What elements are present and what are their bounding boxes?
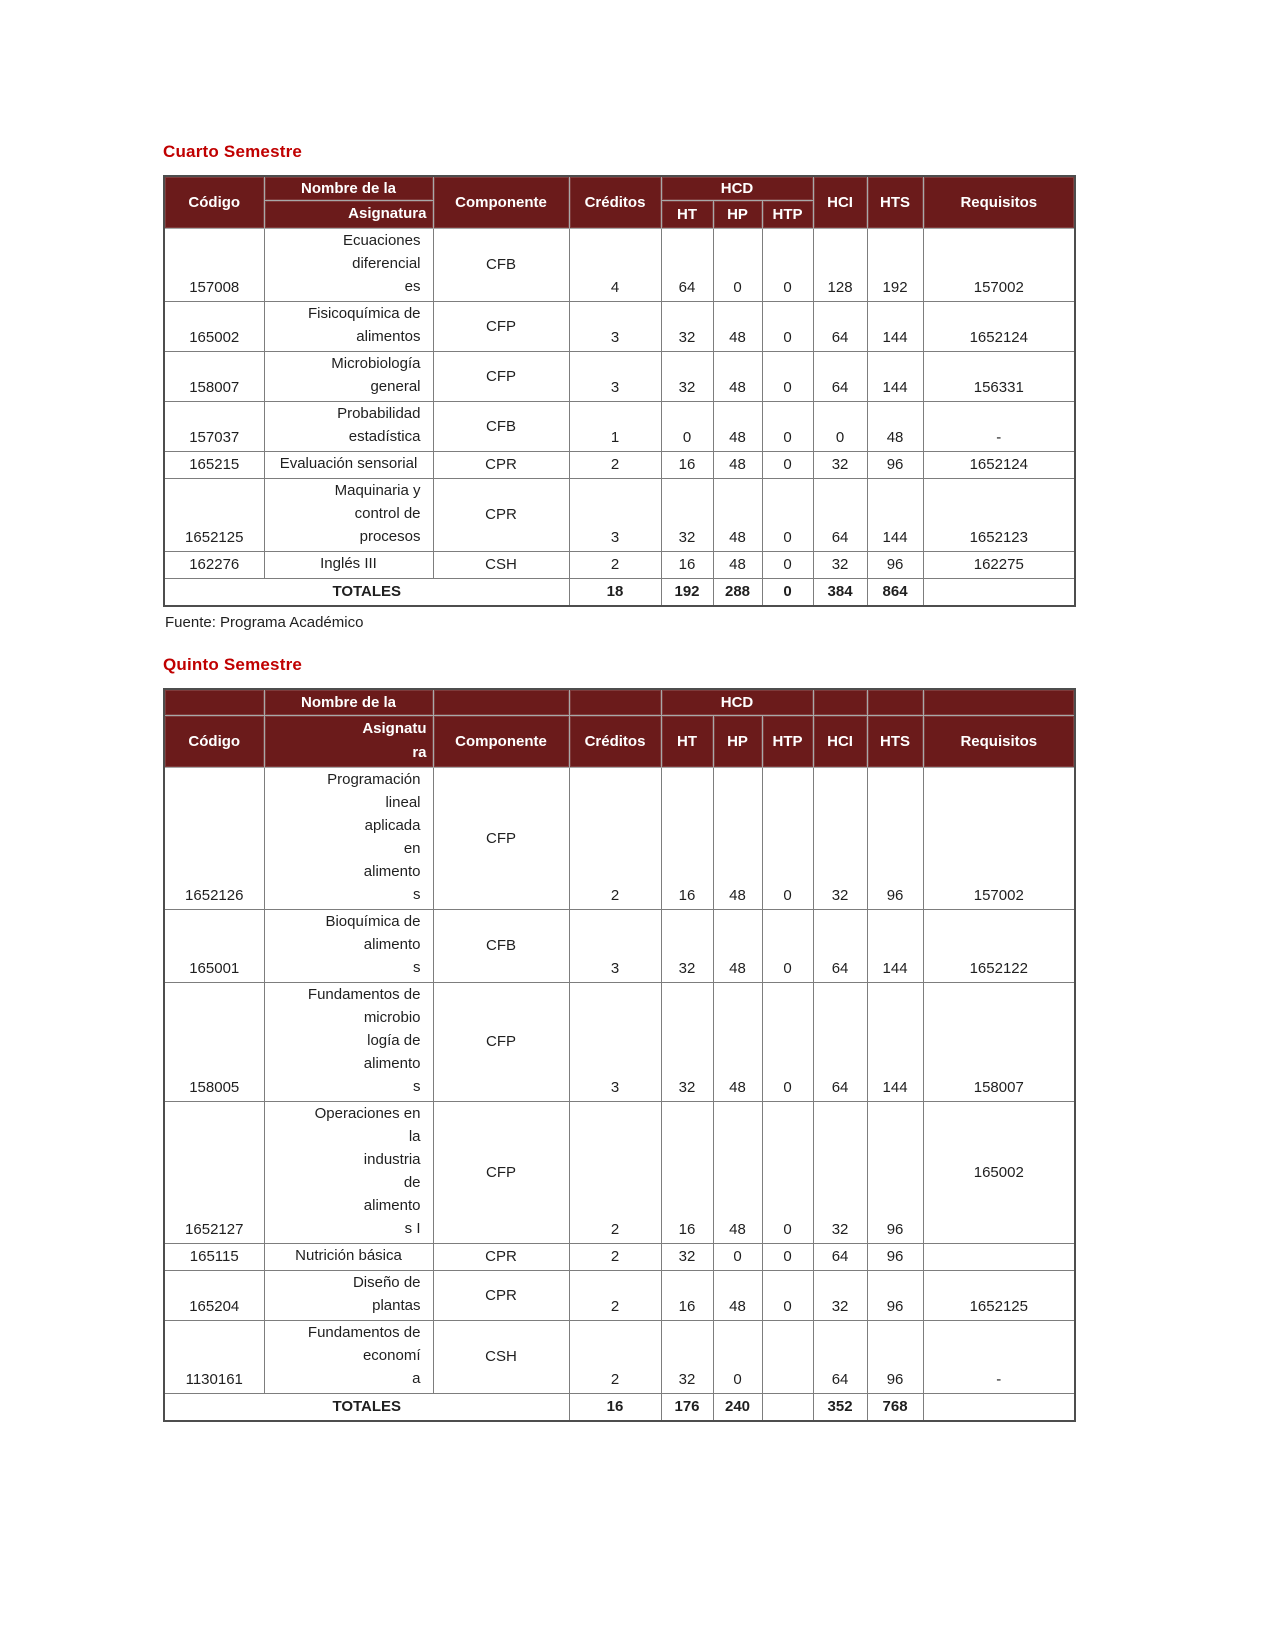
quinto-semestre-table [163,688,1076,1422]
nombre-line: aplicada [364,816,421,834]
course-row [164,551,1075,578]
hci-cell: 32 [813,1270,867,1320]
header-spacer [433,689,569,715]
requisitos-cell: 1652125 [923,1270,1075,1320]
creditos-cell: 2 [569,551,661,578]
hci-cell: 64 [813,301,867,351]
nombre-line: Probabilidad [337,404,421,422]
nombre-line: Inglés III [320,554,377,572]
hci-cell: 64 [813,1243,867,1270]
ht-cell: 64 [661,228,713,301]
nombre-line: alimento [363,1054,421,1072]
componente-cell: CFB [433,228,569,301]
hp-cell: 0 [713,1243,762,1270]
totales-ht-cell: 176 [661,1393,713,1421]
table-body [164,767,1075,1421]
hci-cell: 32 [813,551,867,578]
componente-cell: CSH [433,1320,569,1393]
creditos-cell: 2 [569,451,661,478]
componente-cell: CFP [433,351,569,401]
componente-cell: CPR [433,1270,569,1320]
codigo-cell: 165204 [164,1270,264,1320]
htp-cell: 0 [762,1101,813,1243]
nombre-line: Fundamentos de [307,1323,421,1341]
header-hts: HTS [867,176,923,228]
componente-cell: CPR [433,1243,569,1270]
course-row [164,1270,1075,1320]
codigo-cell: 157008 [164,228,264,301]
totales-requisitos-cell [923,578,1075,606]
htp-cell: 0 [762,451,813,478]
course-row [164,301,1075,351]
hci-cell: 128 [813,228,867,301]
nombre-cell [264,767,433,909]
ht-cell: 32 [661,478,713,551]
nombre-cell [264,478,433,551]
header-row-bottom [164,715,1075,767]
totales-hts-cell: 864 [867,578,923,606]
codigo-cell: 162276 [164,551,264,578]
creditos-cell: 3 [569,478,661,551]
componente-cell: CFP [433,301,569,351]
nombre-line: Diseño de [352,1273,421,1291]
nombre-line: Nutrición básica [295,1246,402,1264]
header-nombre-top: Nombre de la [264,689,433,715]
hci-cell: 32 [813,1101,867,1243]
codigo-cell: 1652127 [164,1101,264,1243]
nombre-line: a [412,1369,421,1387]
codigo-cell: 157037 [164,401,264,451]
course-row [164,228,1075,301]
ht-cell: 32 [661,301,713,351]
cuarto-semestre-table [163,175,1076,607]
totales-hci-cell: 352 [813,1393,867,1421]
htp-cell: 0 [762,1243,813,1270]
ht-cell: 16 [661,451,713,478]
header-hts: HTS [867,715,923,767]
header-ht: HT [661,715,713,767]
hts-cell: 144 [867,301,923,351]
nombre-line: Microbiología [331,354,421,372]
requisitos-cell: 165002 [923,1101,1075,1243]
nombre-line: s I [404,1219,421,1237]
course-row [164,1320,1075,1393]
componente-cell: CFP [433,767,569,909]
codigo-cell: 1652125 [164,478,264,551]
nombre-line: de [403,1173,421,1191]
nombre-line: economí [362,1346,421,1364]
hts-cell: 48 [867,401,923,451]
hts-cell: 144 [867,478,923,551]
htp-cell: 0 [762,228,813,301]
header-componente: Componente [433,715,569,767]
nombre-line: s [413,958,421,976]
nombre-line: es [404,277,421,295]
codigo-cell: 158007 [164,351,264,401]
header-asignatura-line: Asignatu [362,720,427,737]
course-row [164,909,1075,982]
codigo-cell: 165115 [164,1243,264,1270]
nombre-line: plantas [372,1296,421,1314]
creditos-cell: 2 [569,1270,661,1320]
nombre-line: general [370,377,421,395]
creditos-cell: 3 [569,301,661,351]
nombre-line: alimento [363,862,421,880]
htp-cell: 0 [762,551,813,578]
header-asignatura-line: ra [412,744,427,761]
table-header [164,176,1075,228]
htp-cell: 0 [762,909,813,982]
header-asignatura-line: Asignatura [348,205,427,222]
requisitos-cell: 1652124 [923,451,1075,478]
hts-cell: 96 [867,551,923,578]
header-spacer [923,689,1075,715]
ht-cell: 32 [661,982,713,1101]
creditos-cell: 1 [569,401,661,451]
nombre-line: diferencial [352,254,421,272]
hts-cell: 96 [867,767,923,909]
header-spacer [164,689,264,715]
hp-cell: 48 [713,551,762,578]
hci-cell: 64 [813,1320,867,1393]
header-hci: HCI [813,176,867,228]
hp-cell: 48 [713,767,762,909]
requisitos-cell: 1652123 [923,478,1075,551]
header-hp: HP [713,715,762,767]
requisitos-cell: 1652124 [923,301,1075,351]
hp-cell: 48 [713,1270,762,1320]
htp-cell: 0 [762,982,813,1101]
header-nombre-top: Nombre de la [264,176,433,200]
hp-cell: 48 [713,351,762,401]
htp-cell: 0 [762,301,813,351]
hts-cell: 192 [867,228,923,301]
nombre-cell [264,909,433,982]
section-cuarto-semestre [163,142,1074,631]
creditos-cell: 3 [569,909,661,982]
codigo-cell: 1130161 [164,1320,264,1393]
codigo-cell: 165215 [164,451,264,478]
ht-cell: 16 [661,767,713,909]
nombre-line: Operaciones en [314,1104,421,1122]
totales-hp-cell: 288 [713,578,762,606]
hts-cell: 96 [867,1243,923,1270]
totales-htp-cell [762,1393,813,1421]
hp-cell: 48 [713,909,762,982]
htp-cell: 0 [762,401,813,451]
header-componente: Componente [433,176,569,228]
nombre-cell [264,1243,433,1270]
header-row-top [164,176,1075,200]
nombre-line: Programación [327,770,421,788]
requisitos-cell [923,1243,1075,1270]
ht-cell: 32 [661,909,713,982]
header-spacer [813,689,867,715]
hp-cell: 48 [713,301,762,351]
hci-cell: 32 [813,451,867,478]
header-row-top [164,689,1075,715]
course-row [164,767,1075,909]
totales-label: TOTALES [164,1393,569,1421]
creditos-cell: 3 [569,351,661,401]
nombre-line: control de [354,504,421,522]
hp-cell: 48 [713,1101,762,1243]
header-creditos: Créditos [569,715,661,767]
header-hcd: HCD [661,176,813,200]
nombre-line: procesos [359,527,421,545]
ht-cell: 16 [661,1270,713,1320]
hts-cell: 96 [867,451,923,478]
header-creditos: Créditos [569,176,661,228]
nombre-line: alimento [363,1196,421,1214]
nombre-line: alimento [363,935,421,953]
ht-cell: 16 [661,1101,713,1243]
hts-cell: 96 [867,1101,923,1243]
creditos-cell: 2 [569,1243,661,1270]
nombre-line: s [413,885,421,903]
header-requisitos: Requisitos [923,176,1075,228]
hci-cell: 64 [813,909,867,982]
totales-label: TOTALES [164,578,569,606]
totales-creditos-cell: 16 [569,1393,661,1421]
totales-requisitos-cell [923,1393,1075,1421]
codigo-cell: 165001 [164,909,264,982]
requisitos-cell: - [923,401,1075,451]
totales-row [164,578,1075,606]
header-asignatura [264,715,433,767]
hci-cell: 64 [813,478,867,551]
nombre-line: Fisicoquímica de [307,304,421,322]
codigo-cell: 158005 [164,982,264,1101]
ht-cell: 32 [661,351,713,401]
totales-htp-cell: 0 [762,578,813,606]
header-htp: HTP [762,200,813,228]
header-spacer [867,689,923,715]
ht-cell: 16 [661,551,713,578]
totales-hci-cell: 384 [813,578,867,606]
requisitos-cell: 158007 [923,982,1075,1101]
creditos-cell: 2 [569,1320,661,1393]
componente-cell: CFB [433,401,569,451]
header-htp: HTP [762,715,813,767]
requisitos-cell: 157002 [923,228,1075,301]
totales-row [164,1393,1075,1421]
nombre-line: alimentos [356,327,421,345]
header-hcd: HCD [661,689,813,715]
requisitos-cell: 1652122 [923,909,1075,982]
course-row [164,401,1075,451]
componente-cell: CPR [433,478,569,551]
hts-cell: 96 [867,1320,923,1393]
requisitos-cell: 157002 [923,767,1075,909]
nombre-cell [264,301,433,351]
totales-hp-cell: 240 [713,1393,762,1421]
header-spacer [569,689,661,715]
nombre-cell [264,451,433,478]
htp-cell: 0 [762,478,813,551]
header-hci: HCI [813,715,867,767]
nombre-line: Bioquímica de [325,912,421,930]
codigo-cell: 165002 [164,301,264,351]
totales-creditos-cell: 18 [569,578,661,606]
componente-cell: CFP [433,982,569,1101]
totales-hts-cell: 768 [867,1393,923,1421]
hts-cell: 144 [867,909,923,982]
nombre-line: la [408,1127,421,1145]
creditos-cell: 3 [569,982,661,1101]
nombre-cell [264,982,433,1101]
nombre-cell [264,1101,433,1243]
header-codigo: Código [164,176,264,228]
totales-ht-cell: 192 [661,578,713,606]
componente-cell: CSH [433,551,569,578]
section-title-cuarto: Cuarto Semestre [163,142,303,161]
header-ht: HT [661,200,713,228]
source-note: Fuente: Programa Académico [165,614,364,631]
header-asignatura [264,200,433,228]
nombre-line: Ecuaciones [342,231,421,249]
nombre-line: industria [363,1150,421,1168]
hp-cell: 48 [713,478,762,551]
nombre-cell [264,351,433,401]
htp-cell: 0 [762,767,813,909]
header-hp: HP [713,200,762,228]
hp-cell: 48 [713,401,762,451]
header-requisitos: Requisitos [923,715,1075,767]
nombre-line: en [403,839,421,857]
header-codigo: Código [164,715,264,767]
nombre-line: microbio [363,1008,421,1026]
requisitos-cell: - [923,1320,1075,1393]
hts-cell: 144 [867,982,923,1101]
hp-cell: 48 [713,982,762,1101]
nombre-line: Maquinaria y [334,481,421,499]
hts-cell: 96 [867,1270,923,1320]
nombre-line: Evaluación sensorial [279,454,418,472]
nombre-cell [264,401,433,451]
hci-cell: 0 [813,401,867,451]
nombre-cell [264,1320,433,1393]
htp-cell [762,1320,813,1393]
hci-cell: 32 [813,767,867,909]
creditos-cell: 2 [569,1101,661,1243]
table-body [164,228,1075,606]
section-quinto-semestre [163,655,1074,1422]
codigo-cell: 1652126 [164,767,264,909]
nombre-cell [264,1270,433,1320]
nombre-line: estadística [348,427,421,445]
course-row [164,1101,1075,1243]
nombre-line: lineal [385,793,421,811]
nombre-line: s [413,1077,421,1095]
componente-cell: CFP [433,1101,569,1243]
ht-cell: 32 [661,1320,713,1393]
htp-cell: 0 [762,351,813,401]
componente-cell: CFB [433,909,569,982]
creditos-cell: 4 [569,228,661,301]
requisitos-cell: 162275 [923,551,1075,578]
course-row [164,351,1075,401]
nombre-line: Fundamentos de [307,985,421,1003]
course-row [164,982,1075,1101]
nombre-cell [264,551,433,578]
htp-cell: 0 [762,1270,813,1320]
requisitos-cell: 156331 [923,351,1075,401]
componente-cell: CPR [433,451,569,478]
table-header [164,689,1075,767]
hci-cell: 64 [813,982,867,1101]
hp-cell: 48 [713,451,762,478]
ht-cell: 0 [661,401,713,451]
hp-cell: 0 [713,1320,762,1393]
course-row [164,478,1075,551]
hci-cell: 64 [813,351,867,401]
hp-cell: 0 [713,228,762,301]
nombre-line: logía de [367,1031,421,1049]
creditos-cell: 2 [569,767,661,909]
section-title-quinto: Quinto Semestre [163,655,303,674]
nombre-cell [264,228,433,301]
course-row [164,451,1075,478]
ht-cell: 32 [661,1243,713,1270]
course-row [164,1243,1075,1270]
document-content [163,142,1074,1422]
hts-cell: 144 [867,351,923,401]
